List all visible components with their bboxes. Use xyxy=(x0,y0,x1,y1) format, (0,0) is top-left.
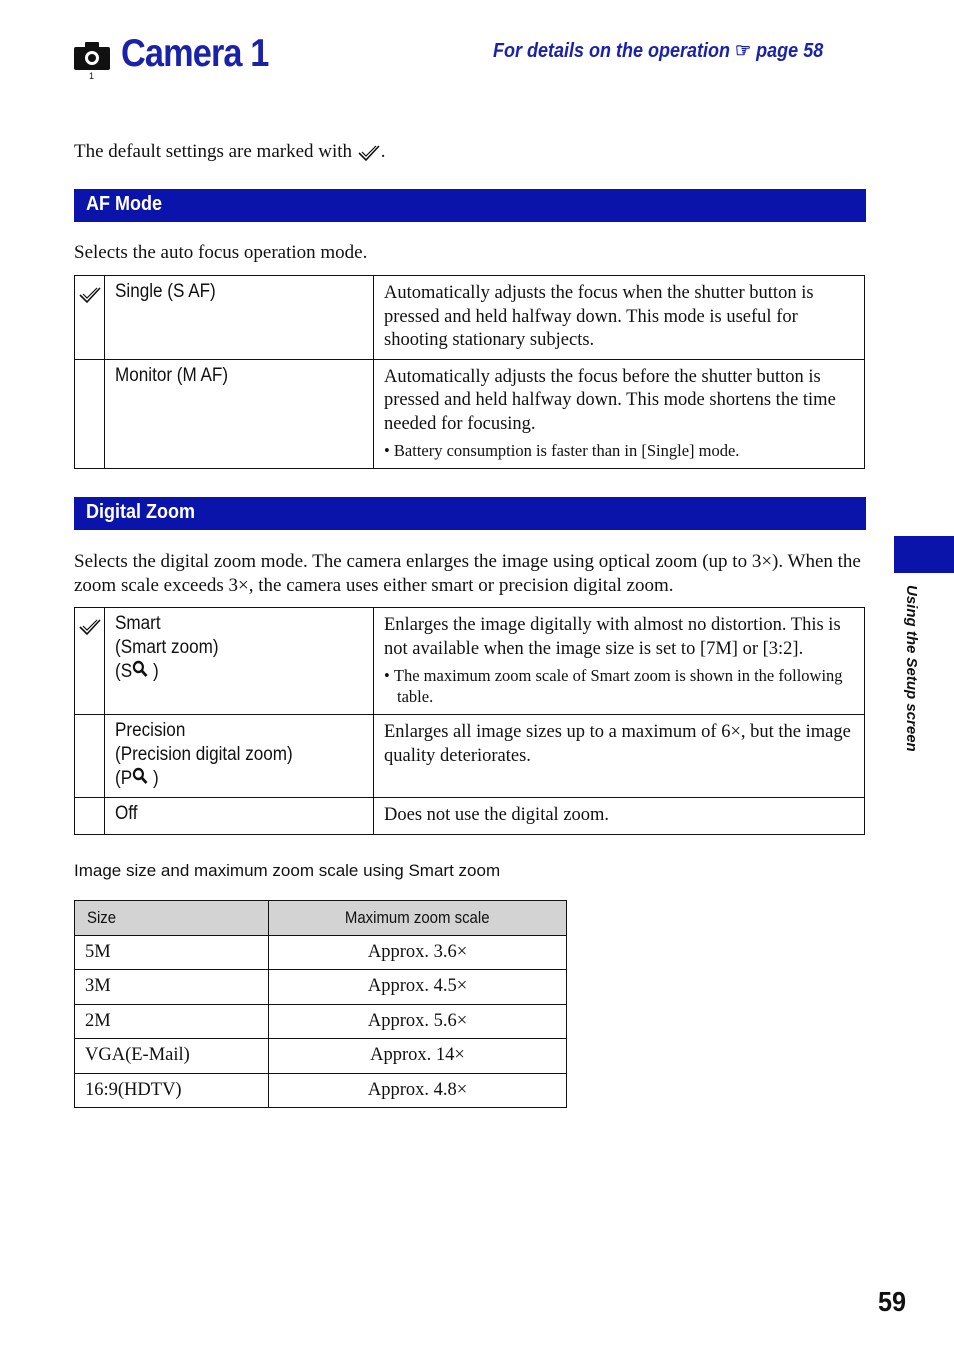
option-bullet: • Battery consumption is faster than in [Single] mode. xyxy=(384,441,740,460)
default-note-text: The default settings are marked with xyxy=(74,141,353,162)
af-mode-row-monitor xyxy=(75,359,865,468)
camera-icon xyxy=(74,42,110,70)
option-name-suffix: ) xyxy=(148,768,159,789)
option-description-text: Enlarges all image sizes up to a maximum of 6×, but the image quality deteriorates. xyxy=(384,722,851,766)
option-description-text: Automatically adjusts the focus before the shutter button is pressed and held halfway down. This mode shortens the time needed for focusing. xyxy=(384,366,836,434)
default-check-icon xyxy=(78,616,102,638)
option-description xyxy=(374,359,865,468)
option-name xyxy=(105,608,374,715)
column-header-zoom xyxy=(269,901,567,936)
size-cell: 16:9(HDTV) xyxy=(75,1073,269,1108)
default-note-suffix: . xyxy=(380,141,386,162)
reference-pointer-icon: ☞ xyxy=(735,40,752,62)
option-name-prefix: (P xyxy=(115,768,133,789)
digital-zoom-table xyxy=(74,607,865,835)
column-header-text: Maximum zoom scale xyxy=(345,907,490,927)
column-header-size xyxy=(75,901,269,936)
option-description xyxy=(374,276,865,360)
af-mode-heading-bar xyxy=(74,189,866,222)
magnifier-icon xyxy=(132,660,148,678)
table-row xyxy=(75,1039,567,1074)
column-header-text: Size xyxy=(86,907,117,927)
option-description-text: Does not use the digital zoom. xyxy=(384,805,610,825)
option-name-text: Monitor (M AF) xyxy=(115,364,229,386)
default-mark-cell xyxy=(75,715,105,798)
option-bullet-text: The maximum zoom scale of Smart zoom is shown in the following table. xyxy=(393,666,843,706)
af-mode-intro: Selects the auto focus operation mode. xyxy=(74,242,368,263)
default-mark-cell xyxy=(75,608,105,715)
option-name-line: Smart xyxy=(115,613,161,634)
option-description xyxy=(374,798,865,835)
af-mode-table xyxy=(74,275,865,469)
details-reference[interactable] xyxy=(493,38,823,63)
default-mark-cell xyxy=(75,798,105,835)
option-name-suffix: ) xyxy=(148,661,159,682)
table-header-row xyxy=(75,901,567,936)
option-description-text: Enlarges the image digitally with almost no distortion. This is not available when the image size is set to [7M] or [3:2]. xyxy=(384,615,841,659)
option-description-text: Automatically adjusts the focus when the shutter button is pressed and held halfway down. This mode is useful for shooting stationary subjects. xyxy=(384,283,814,350)
default-note xyxy=(74,140,386,164)
chapter-tab-label xyxy=(903,585,925,775)
option-name-line: (Smart zoom) xyxy=(115,637,219,658)
table-row xyxy=(75,970,567,1005)
digital-zoom-heading: Digital Zoom xyxy=(86,501,195,523)
digital-zoom-row-precision xyxy=(75,715,865,798)
zoom-cell: Approx. 4.5× xyxy=(269,970,567,1005)
digital-zoom-row-off xyxy=(75,798,865,835)
option-bullet-text: Battery consumption is faster than in [Single] mode. xyxy=(393,441,740,460)
option-name xyxy=(105,715,374,798)
details-text: For details on the operation xyxy=(493,40,731,62)
option-name-line: Precision xyxy=(115,720,186,741)
option-description xyxy=(374,608,865,715)
option-name-line xyxy=(115,767,342,791)
zoom-scale-table xyxy=(74,900,567,1108)
option-name-line: (Precision digital zoom) xyxy=(115,744,293,765)
size-cell: 5M xyxy=(75,935,269,970)
option-name-prefix: (S xyxy=(115,661,133,682)
details-page: page 58 xyxy=(756,40,824,62)
option-name xyxy=(105,798,374,835)
option-name xyxy=(105,359,374,468)
option-description xyxy=(374,715,865,798)
af-mode-heading: AF Mode xyxy=(86,193,162,215)
chapter-tab xyxy=(894,536,954,573)
zoom-cell: Approx. 5.6× xyxy=(269,1004,567,1039)
default-check-icon xyxy=(78,284,102,306)
zoom-table-caption: Image size and maximum zoom scale using Smart zoom xyxy=(74,861,501,880)
option-name-text: Off xyxy=(115,803,138,824)
option-name xyxy=(105,276,374,360)
af-mode-row-single xyxy=(75,276,865,360)
page-number: 59 xyxy=(878,1286,907,1317)
table-row xyxy=(75,1073,567,1108)
size-cell: VGA(E-Mail) xyxy=(75,1039,269,1074)
option-name-line xyxy=(115,660,342,684)
default-mark-cell xyxy=(75,359,105,468)
table-row xyxy=(75,935,567,970)
zoom-cell: Approx. 3.6× xyxy=(269,935,567,970)
digital-zoom-row-smart xyxy=(75,608,865,715)
camera-icon-subscript: 1 xyxy=(89,71,95,81)
size-cell: 2M xyxy=(75,1004,269,1039)
default-mark-cell xyxy=(75,276,105,360)
zoom-cell: Approx. 4.8× xyxy=(269,1073,567,1108)
zoom-cell: Approx. 14× xyxy=(269,1039,567,1074)
default-check-icon xyxy=(357,143,381,163)
chapter-tab-text: Using the Setup screen xyxy=(903,585,920,752)
size-cell: 3M xyxy=(75,970,269,1005)
page-title: Camera 1 xyxy=(121,32,269,75)
option-name-text: Single (S AF) xyxy=(115,281,216,302)
digital-zoom-intro: Selects the digital zoom mode. The camera enlarges the image using optical zoom (up to 3×). When the zoom scale exceeds 3×, the camera uses either smart or precision digital zoom. xyxy=(74,551,861,596)
table-row xyxy=(75,1004,567,1039)
magnifier-icon xyxy=(132,767,148,785)
option-bullet: • The maximum zoom scale of Smart zoom is shown in the following table. xyxy=(384,666,843,706)
digital-zoom-heading-bar xyxy=(74,497,866,530)
